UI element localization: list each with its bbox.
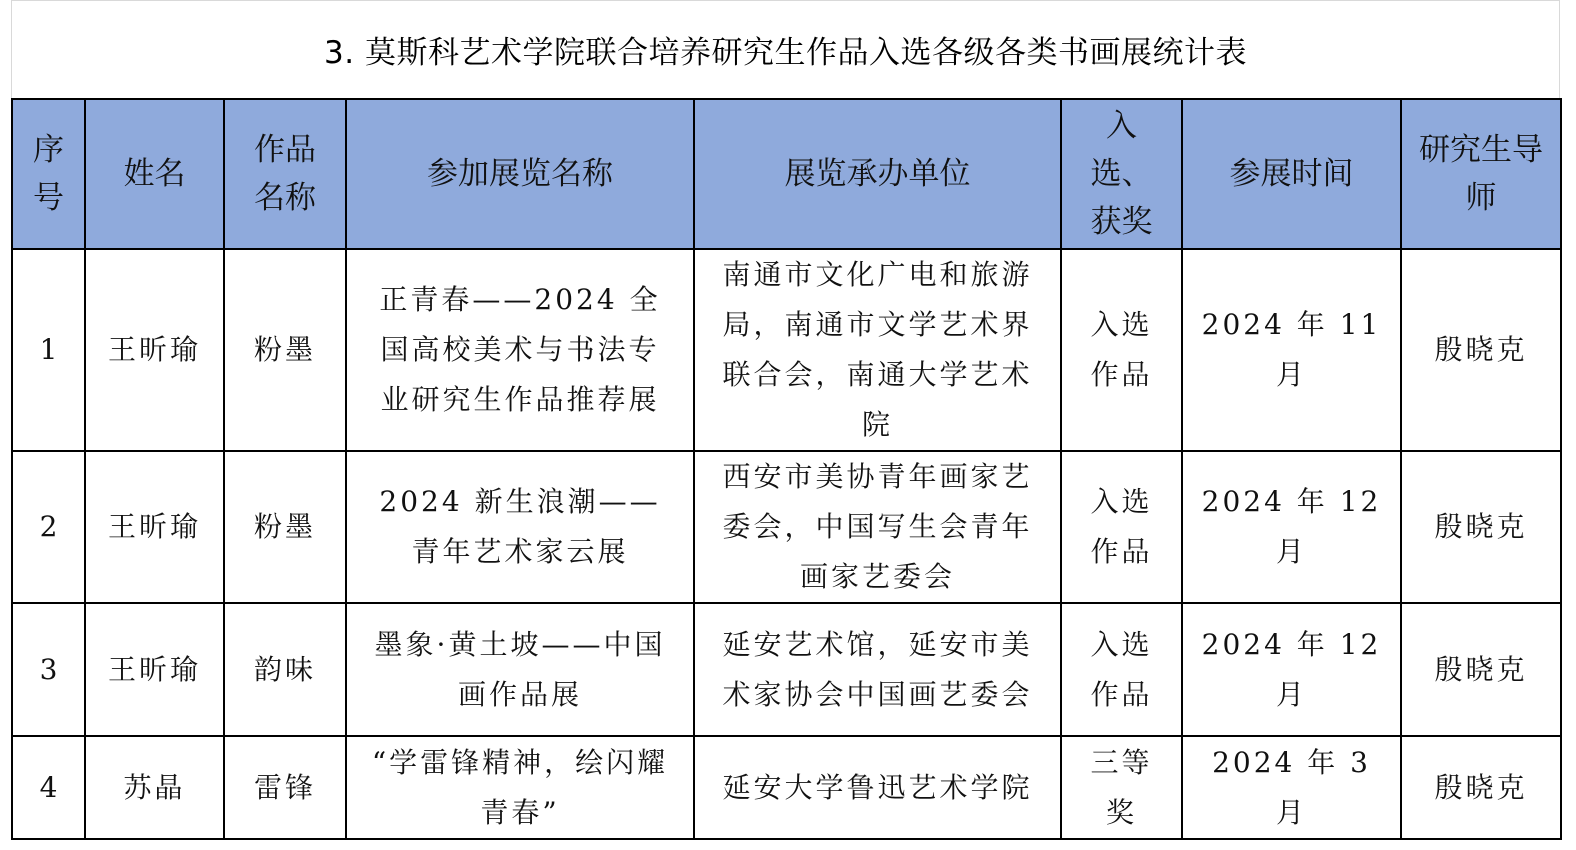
cell-time: 2024 年 12 月 bbox=[1182, 603, 1401, 736]
cell-seq: 1 bbox=[12, 249, 85, 451]
cell-work: 韵味 bbox=[224, 603, 346, 736]
cell-exhibition: “学雷锋精神，绘闪耀青春” bbox=[346, 736, 694, 839]
header-exhibition: 参加展览名称 bbox=[346, 99, 694, 249]
cell-result: 入选作品 bbox=[1061, 603, 1182, 736]
cell-work: 粉墨 bbox=[224, 451, 346, 603]
statistics-sheet bbox=[11, 0, 1560, 840]
cell-organizer: 延安大学鲁迅艺术学院 bbox=[694, 736, 1061, 839]
table-row bbox=[12, 736, 1561, 839]
cell-advisor: 殷晓克 bbox=[1401, 736, 1561, 839]
cell-advisor: 殷晓克 bbox=[1401, 249, 1561, 451]
cell-work: 粉墨 bbox=[224, 249, 346, 451]
header-seq: 序号 bbox=[12, 99, 85, 249]
header-advisor: 研究生导师 bbox=[1401, 99, 1561, 249]
cell-name: 王昕瑜 bbox=[85, 603, 224, 736]
table-row bbox=[12, 451, 1561, 603]
cell-organizer: 南通市文化广电和旅游局，南通市文学艺术界联合会，南通大学艺术院 bbox=[694, 249, 1061, 451]
cell-exhibition: 正青春——2024 全国高校美术与书法专业研究生作品推荐展 bbox=[346, 249, 694, 451]
header-time: 参展时间 bbox=[1182, 99, 1401, 249]
header-work: 作品名称 bbox=[224, 99, 346, 249]
cell-result: 入选作品 bbox=[1061, 451, 1182, 603]
cell-seq: 4 bbox=[12, 736, 85, 839]
header-result: 入选、获奖 bbox=[1061, 99, 1182, 249]
cell-seq: 3 bbox=[12, 603, 85, 736]
header-row bbox=[12, 99, 1561, 249]
cell-name: 王昕瑜 bbox=[85, 451, 224, 603]
table-title: 3. 莫斯科艺术学院联合培养研究生作品入选各级各类书画展统计表 bbox=[11, 0, 1560, 98]
cell-organizer: 延安艺术馆，延安市美术家协会中国画艺委会 bbox=[694, 603, 1061, 736]
cell-name: 王昕瑜 bbox=[85, 249, 224, 451]
table-row bbox=[12, 603, 1561, 736]
cell-organizer: 西安市美协青年画家艺委会，中国写生会青年画家艺委会 bbox=[694, 451, 1061, 603]
cell-time: 2024 年 3 月 bbox=[1182, 736, 1401, 839]
cell-exhibition: 2024 新生浪潮——青年艺术家云展 bbox=[346, 451, 694, 603]
cell-time: 2024 年 11 月 bbox=[1182, 249, 1401, 451]
cell-advisor: 殷晓克 bbox=[1401, 451, 1561, 603]
cell-work: 雷锋 bbox=[224, 736, 346, 839]
cell-time: 2024 年 12 月 bbox=[1182, 451, 1401, 603]
exhibition-table bbox=[11, 98, 1562, 840]
header-organizer: 展览承办单位 bbox=[694, 99, 1061, 249]
cell-seq: 2 bbox=[12, 451, 85, 603]
cell-advisor: 殷晓克 bbox=[1401, 603, 1561, 736]
table-row bbox=[12, 249, 1561, 451]
cell-result: 入选作品 bbox=[1061, 249, 1182, 451]
header-name: 姓名 bbox=[85, 99, 224, 249]
cell-name: 苏晶 bbox=[85, 736, 224, 839]
cell-result: 三等奖 bbox=[1061, 736, 1182, 839]
cell-exhibition: 墨象·黄土坡——中国画作品展 bbox=[346, 603, 694, 736]
